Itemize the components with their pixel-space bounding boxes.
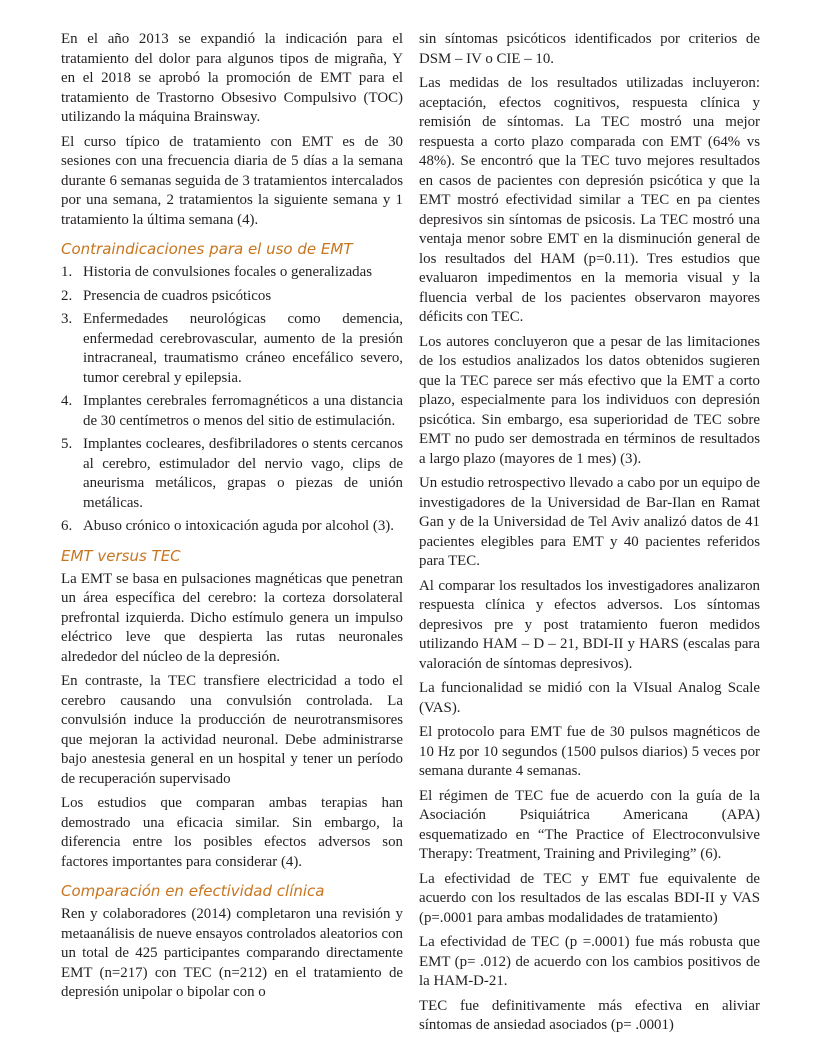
paragraph: Los autores concluyeron que a pesar de las limitaciones de los estudios analizados los datos obtenidos sugieren que la TEC parece ser más efectivo que la EMT a corto plazo, especialmente para los individuos con depresión psicótica. Sin embargo, esa superioridad de TEC sobre EMT no pudo ser demostrada en términos de resultados a largo plazo (mayores de 1 mes) (3). (419, 333, 760, 467)
right-column (419, 30, 760, 1041)
paragraph: La funcionalidad se midió con la VIsual Analog Scale (VAS). (419, 680, 760, 716)
paragraph: Las medidas de los resultados utilizadas incluyeron: aceptación, efectos cognitivos, respuesta clínica y remisión de síntomas. La TEC mostró una mejor respuesta a corto plazo comparada con EMT (64% vs 48%). Se encontró que la TEC tuvo mejores resultados en casos de pacientes con depresión psicótica y que la EMT mostró efectividad similar a TEC en pa cientes depresivos sin síntomas de psicosis. La TEC mostró una ventaja menor sobre EMT en la disminución general de los resultados del HAM (p=0.11). Tres estudios que evaluaron impedimentos en la memoria visual y la fluencia verbal de los pacientes observaron mayores déficits con TEC. (419, 75, 760, 325)
section-heading-contraindications: Contraindicaciones para el uso de EMT (61, 240, 353, 258)
left-column (61, 30, 403, 1008)
paragraph: El régimen de TEC fue de acuerdo con la guía de la Asociación Psiquiátrica Americana (APA) esquematizado en “The Practice of Electroconvulsive Therapy: Treatment, Training and Privileging” (6). (419, 787, 760, 862)
section-heading-comparison: Comparación en efectividad clínica (61, 882, 325, 900)
contraindications-list (61, 263, 403, 537)
list-text: Enfermedades neurológicas como demencia, enfermedad cerebrovascular, aumento de la presión intracraneal, traumatismo cráneo encefálico severo, tumor cerebral y epilepsia. (83, 311, 403, 386)
list-number: 1. (61, 264, 73, 280)
paragraph: El curso típico de tratamiento con EMT es de 30 sesiones con una frecuencia diaria de 5 días a la semana durante 6 semanas seguida de 3 tratamientos intercalados por una semana, 2 tratamientos la siguiente semana y 1 tratamiento la última semana (4). (61, 133, 403, 228)
paragraph: El protocolo para EMT fue de 30 pulsos magnéticos de 10 Hz por 10 segundos (1500 pulsos diarios) 5 veces por semana durante 4 semanas. (419, 724, 760, 779)
paragraph: La efectividad de TEC (p =.0001) fue más robusta que EMT (p= .012) de acuerdo con los cambios positivos de la HAM-D-21. (419, 934, 760, 989)
list-text: Historia de convulsiones focales o generalizadas (83, 264, 373, 280)
list-item (61, 517, 403, 537)
list-number: 2. (61, 287, 73, 304)
paragraph: En el año 2013 se expandió la indicación para el tratamiento del dolor para algunos tipos de migraña, Y en el 2018 se aprobó la promoción de EMT para el tratamiento de Trastorno Obsesivo Compulsivo (TOC) utilizando la máquina Brainsway. (61, 31, 403, 125)
list-item (61, 435, 403, 513)
list-text: Abuso crónico o intoxicación aguda por alcohol (3). (83, 518, 394, 534)
paragraph: La EMT se basa en pulsaciones magnéticas que penetran un área específica del cerebro: la corteza dorsolateral prefrontal izquierda. Dicho estímulo genera un impulso eléctrico leve que despierta las rutas neuronales alrededor del núcleo de la depresión. (61, 570, 403, 665)
list-number: 5. (61, 436, 73, 452)
list-number: 3. (61, 311, 73, 327)
list-text: Presencia de cuadros psicóticos (83, 287, 272, 304)
paragraph: TEC fue definitivamente más efectiva en aliviar síntomas de ansiedad asociados (p= .0001) (419, 997, 760, 1033)
section-heading-versus: EMT versus TEC (61, 546, 181, 565)
paragraph: Los estudios que comparan ambas terapias han demostrado una eficacia similar. Sin embargo, la diferencia entre los posibles efectos adversos son factores importantes para considerar (4). (61, 795, 403, 870)
paragraph: Ren y colaboradores (2014) completaron una revisión y metaanálisis de nueve ensayos controlados aleatorios con un total de 425 participantes comparando directamente EMT (n=217) con TEC (n=212) en el tratamiento de depresión unipolar o bipolar con o (61, 906, 403, 1000)
list-number: 4. (61, 393, 73, 409)
list-item (61, 287, 403, 307)
list-item (61, 392, 403, 431)
paragraph: sin síntomas psicóticos identificados por criterios de DSM – IV o CIE – 10. (419, 31, 760, 67)
list-number: 6. (61, 518, 73, 534)
paragraph: Un estudio retrospectivo llevado a cabo por un equipo de investigadores de la Universidad de Bar-Ilan en Ramat Gan y de la Universidad de Tel Aviv analizó datos de 41 pacientes elegibles para EMT y 40 pacientes referidos para TEC. (419, 475, 760, 569)
list-text: Implantes cocleares, desfibriladores o stents cercanos al cerebro, estimulador del nervio vago, clips de aneurisma metálicos, grapas o piezas de unión metálicas. (83, 436, 403, 511)
list-text: Implantes cerebrales ferromagnéticos a una distancia de 30 centímetros o menos del sitio de estimulación. (83, 393, 403, 429)
list-item (61, 263, 403, 283)
paragraph: La efectividad de TEC y EMT fue equivalente de acuerdo con los resultados de las escalas BDI-II y VAS (p=.0001 para ambas modalidades de tratamiento) (419, 870, 760, 926)
paragraph: Al comparar los resultados los investigadores analizaron respuesta clínica y efectos adversos. Los síntomas depresivos pre y post tratamiento fueron medidos utilizando HAM – D – 21, BDI-II y HARS (escalas para valoración de síntomas depresivos). (419, 577, 760, 672)
list-item (61, 310, 403, 388)
paragraph: En contraste, la TEC transfiere electricidad a todo el cerebro causando una convulsión controlada. La convulsión induce la producción de neurotransmisores que mejoran la actividad neuronal. Debe administrarse bajo anestesia general en un hospital y tener un período de recuperación supervisado (61, 673, 403, 787)
